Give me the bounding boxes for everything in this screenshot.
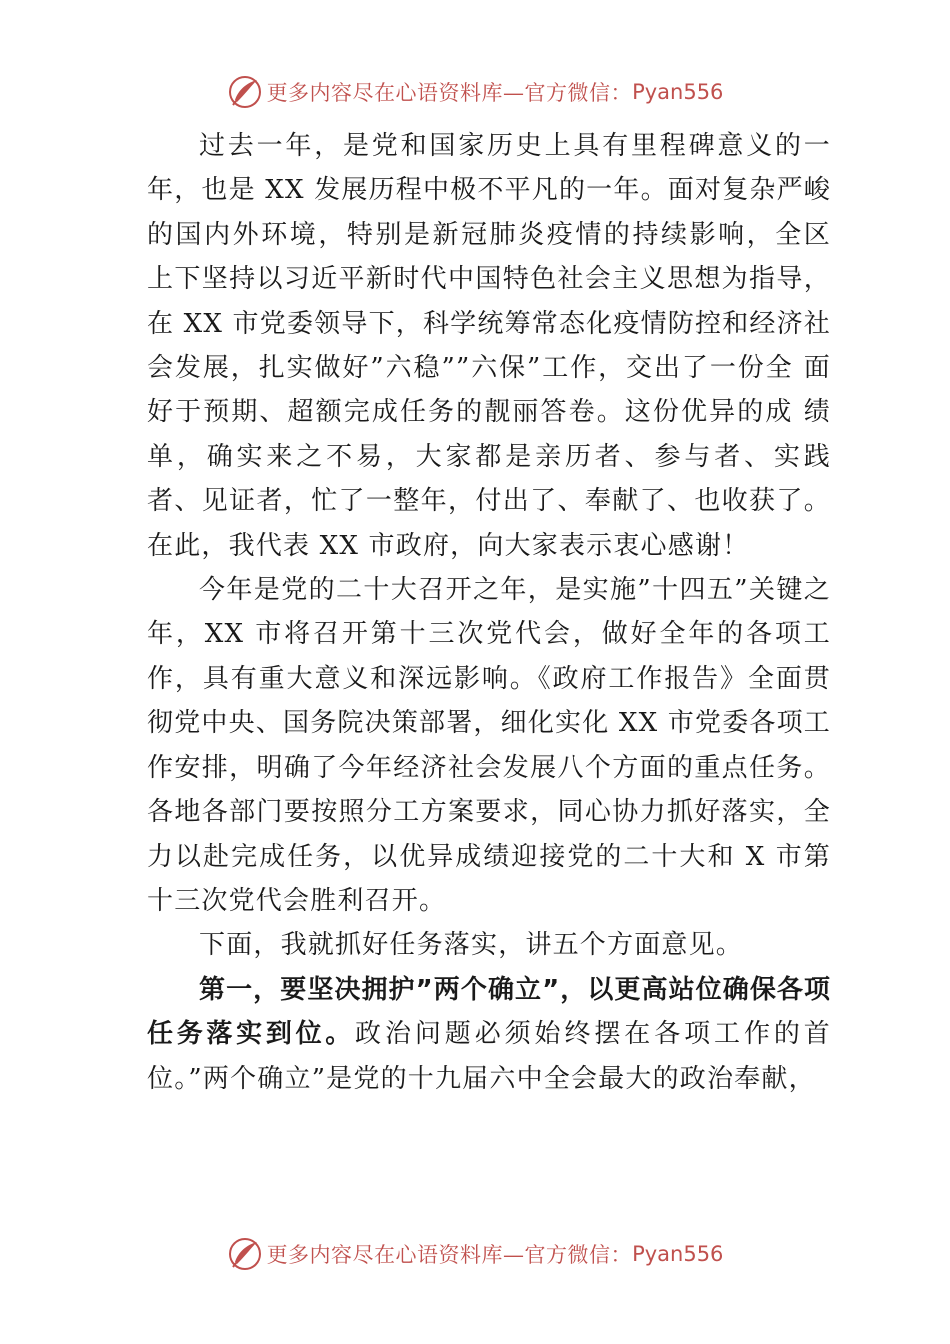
section-1-paragraph (147, 968, 831, 1101)
section-1-body: 政治问题必须始终摆在各项工作的首位。”两个确立”是党的十九届六中全会最大的政治奉献， (147, 1019, 831, 1094)
banner-wechat-id: Pyan556 (632, 80, 724, 104)
paragraph-2: 今年是党的二十大召开之年，是实施”十四五”关键之年，XX 市将召开第十三次党代会，做好全年的各项工作，具有重大意义和深远影响。《政府工作报告》全面贯彻党中央、国务院决策部署，细化实化 XX 市党委各项工作安排，明确了今年经济社会发展八个方面的重点任务。各地各部门要按照分工方案要求，同心协力抓好落实，全力以赴完成任务，以优异成绩迎接党的二十大和 X 市第十三次党代会胜利召开。 (147, 575, 831, 916)
banner-text: 更多内容尽在心语资料库—官方微信： (266, 81, 633, 105)
paragraph-3: 下面，我就抓好任务落实，讲五个方面意见。 (199, 930, 744, 961)
header-watermark-banner (0, 70, 950, 114)
pen-logo-icon (227, 1236, 263, 1272)
footer-watermark-banner (0, 1232, 950, 1276)
document-body (147, 124, 831, 1101)
banner-wechat-id: Pyan556 (632, 1242, 724, 1266)
banner-text: 更多内容尽在心语资料库—官方微信： (266, 1243, 633, 1267)
section-1-heading: 第一，要坚决拥护”两个确立”，以更高站位确保各项任务落实到位。 (147, 974, 831, 1050)
pen-logo-icon (227, 74, 263, 110)
paragraph-1: 过去一年，是党和国家历史上具有里程碑意义的一年，也是 XX 发展历程中极不平凡的一年。面对复杂严峻的国内外环境，特别是新冠肺炎疫情的持续影响，全区 上下坚持以习近平新时代中国特色社会主义思想为指导，在 XX 市党委领导下，科学统筹常态化疫情防控和经济社会发展，扎实做好”六稳””六保”工作，交出了一份全 面好于预期、超额完成任务的靓丽答卷。这份优异的成 绩单，确实来之不易，大家都是亲历者、参与者、实践 者、见证者，忙了一整年，付出了、奉献了、也收获了。在此，我代表 XX 市政府，向大家表示衷心感谢！ (147, 131, 831, 561)
